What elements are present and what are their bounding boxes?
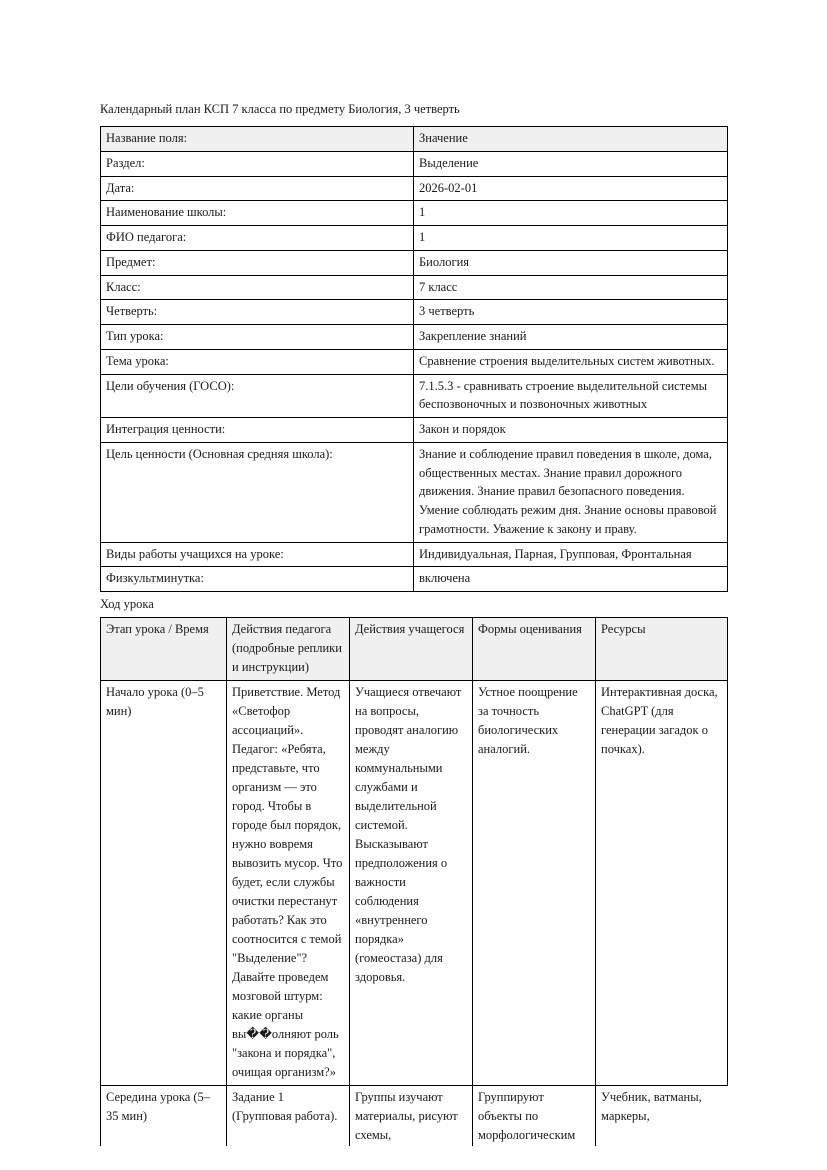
table-row (101, 250, 728, 275)
table-row (101, 374, 728, 418)
info-row-value: 7 класс (414, 275, 728, 300)
info-row-label: Цели обучения (ГОСО): (101, 374, 414, 418)
flow-cell-resources: Учебник, ватманы, маркеры, (596, 1086, 728, 1146)
table-header-row (101, 618, 728, 681)
info-row-value: Выделение (414, 151, 728, 176)
info-row-value: 3 четверть (414, 300, 728, 325)
table-row (101, 300, 728, 325)
flow-cell-stage: Середина урока (5–35 мин) (101, 1086, 227, 1146)
info-row-value: Индивидуальная, Парная, Групповая, Фронтальная (414, 542, 728, 567)
flow-header-student: Действия учащегося (350, 618, 473, 681)
info-row-label: ФИО педагога: (101, 226, 414, 251)
table-row (101, 226, 728, 251)
table-row (101, 418, 728, 443)
table-row (101, 201, 728, 226)
table-row (101, 151, 728, 176)
info-row-label: Предмет: (101, 250, 414, 275)
info-row-value: 1 (414, 226, 728, 251)
table-row (101, 349, 728, 374)
flow-cell-stage: Начало урока (0–5 мин) (101, 681, 227, 1086)
info-row-label: Класс: (101, 275, 414, 300)
table-row (101, 681, 728, 1086)
table-row (101, 176, 728, 201)
flow-cell-teacher: Задание 1 (Групповая работа). (227, 1086, 350, 1146)
table-row (101, 567, 728, 592)
document-content (100, 100, 727, 1146)
flow-cell-student: Учащиеся отвечают на вопросы, проводят аналогию между коммунальными службами и выделительной системой. Высказывают предположения о важности соблюдения «внутреннего порядка» (гомеостаза) для здоровья. (350, 681, 473, 1086)
info-row-value: Биология (414, 250, 728, 275)
page-title: Календарный план КСП 7 класса по предмету Биология, 3 четверть (100, 102, 460, 116)
flow-cell-student: Группы изучают материалы, рисуют схемы, (350, 1086, 473, 1146)
lesson-info-table (100, 126, 728, 592)
flow-cell-assessment: Группируют объекты по морфологическим (473, 1086, 596, 1146)
flow-cell-assessment: Устное поощрение за точность биологических аналогий. (473, 681, 596, 1086)
info-row-label: Цель ценности (Основная средняя школа): (101, 442, 414, 542)
info-row-label: Дата: (101, 176, 414, 201)
info-row-label: Физкультминутка: (101, 567, 414, 592)
table-row (101, 275, 728, 300)
flow-cell-resources: Интерактивная доска, ChatGPT (для генерации загадок о почках). (596, 681, 728, 1086)
lesson-flow-table (100, 617, 728, 1086)
info-row-value: 7.1.5.3 - сравнивать строение выделительной системы беспозвоночных и позвоночных животных (414, 374, 728, 418)
lesson-flow-table-continued (100, 1086, 727, 1146)
info-header-label: Название поля: (101, 127, 414, 152)
info-header-value: Значение (414, 127, 728, 152)
flow-header-resources: Ресурсы (596, 618, 728, 681)
info-row-label: Четверть: (101, 300, 414, 325)
table-row (101, 542, 728, 567)
flow-header-teacher: Действия педагога (подробные реплики и инструкции) (227, 618, 350, 681)
info-row-label: Раздел: (101, 151, 414, 176)
info-row-value: 2026-02-01 (414, 176, 728, 201)
info-row-label: Интеграция ценности: (101, 418, 414, 443)
info-row-value: Закон и порядок (414, 418, 728, 443)
info-row-value: Сравнение строения выделительных систем животных. (414, 349, 728, 374)
table-row (101, 442, 728, 542)
info-row-value: 1 (414, 201, 728, 226)
info-row-value: Закрепление знаний (414, 325, 728, 350)
flow-header-stage: Этап урока / Время (101, 618, 227, 681)
table-row (101, 1086, 728, 1146)
info-row-value: включена (414, 567, 728, 592)
info-row-label: Тема урока: (101, 349, 414, 374)
info-row-value: Знание и соблюдение правил поведения в школе, дома, общественных местах. Знание правил дорожного движения. Знание правил безопасного поведения. Умение соблюдать режим дня. Знание основы правовой грамотности. Уважение к закону и праву. (414, 442, 728, 542)
flow-header-assessment: Формы оценивания (473, 618, 596, 681)
clipped-row-container (100, 1086, 727, 1146)
table-header-row (101, 127, 728, 152)
info-row-label: Тип урока: (101, 325, 414, 350)
info-row-label: Наименование школы: (101, 201, 414, 226)
table-row (101, 325, 728, 350)
info-row-label: Виды работы учащихся на уроке: (101, 542, 414, 567)
flow-cell-teacher: Приветствие. Метод «Светофор ассоциаций». Педагог: «Ребята, представьте, что организм — это город. Чтобы в городе был порядок, нужно вовремя вывозить мусор. Что будет, если службы очистки перестанут работать? Как это соотносится с темой "Выделение"? Давайте проведем мозговой штурм: какие органы вы��олняют роль "закона и порядка", очищая организм?» (227, 681, 350, 1086)
section-caption-lesson-flow: Ход урока (100, 597, 154, 612)
